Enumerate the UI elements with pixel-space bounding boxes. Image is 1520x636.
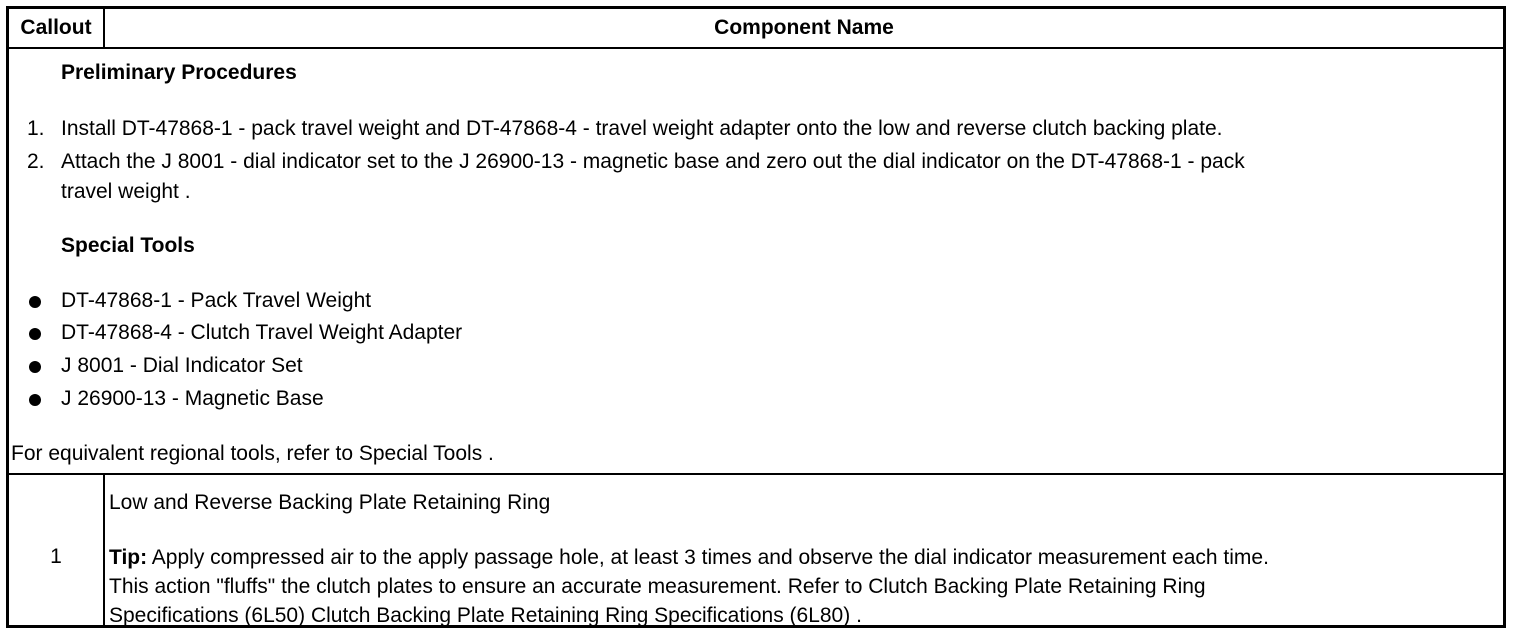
- special-tool-item: DT-47868-4 - Clutch Travel Weight Adapter: [61, 321, 463, 344]
- bullet-icon: [29, 361, 41, 373]
- bullet-icon: [29, 296, 41, 308]
- table-header-row: [9, 9, 1503, 49]
- component-table: [6, 6, 1506, 628]
- table-row: [9, 475, 1503, 625]
- bullet-icon: [29, 328, 41, 340]
- tip-label: Tip:: [109, 546, 148, 569]
- special-tools-heading: Special Tools: [61, 234, 195, 257]
- callout-cell: [9, 475, 105, 625]
- step-text-continued: travel weight .: [61, 180, 191, 203]
- tip-text-continued: This action "fluffs" the clutch plates to ensure an accurate measurement. Refer to Clutch Backing Plate Retaining Ring: [109, 575, 1206, 598]
- component-name-column-header: Component Name: [714, 16, 894, 39]
- tip-line: [109, 546, 1269, 570]
- bullet-icon: [29, 394, 41, 406]
- special-tool-item: J 8001 - Dial Indicator Set: [61, 354, 303, 377]
- tip-text: Apply compressed air to the apply passage hole, at least 3 times and observe the dial indicator measurement each time.: [147, 546, 1269, 569]
- component-name: Low and Reverse Backing Plate Retaining Ring: [109, 491, 551, 514]
- callout-number: 1: [50, 545, 62, 568]
- step-text: Install DT-47868-1 - pack travel weight and DT-47868-4 - travel weight adapter onto the low and reverse clutch backing plate.: [61, 117, 1223, 140]
- special-tool-item: J 26900-13 - Magnetic Base: [61, 387, 324, 410]
- callout-column-header: Callout: [9, 9, 105, 47]
- special-tool-item: DT-47868-1 - Pack Travel Weight: [61, 289, 372, 312]
- preliminary-procedures-heading: Preliminary Procedures: [61, 61, 297, 84]
- tip-text-continued: Specifications (6L50) Clutch Backing Plate Retaining Ring Specifications (6L80) .: [109, 604, 862, 627]
- regional-tools-note: For equivalent regional tools, refer to Special Tools .: [11, 442, 494, 465]
- step-number: 1.: [27, 117, 45, 140]
- step-text: Attach the J 8001 - dial indicator set to the J 26900-13 - magnetic base and zero out the dial indicator on the DT-47868-1 - pack: [61, 150, 1245, 173]
- step-number: 2.: [27, 150, 45, 173]
- preliminary-procedures-section: [9, 49, 1503, 475]
